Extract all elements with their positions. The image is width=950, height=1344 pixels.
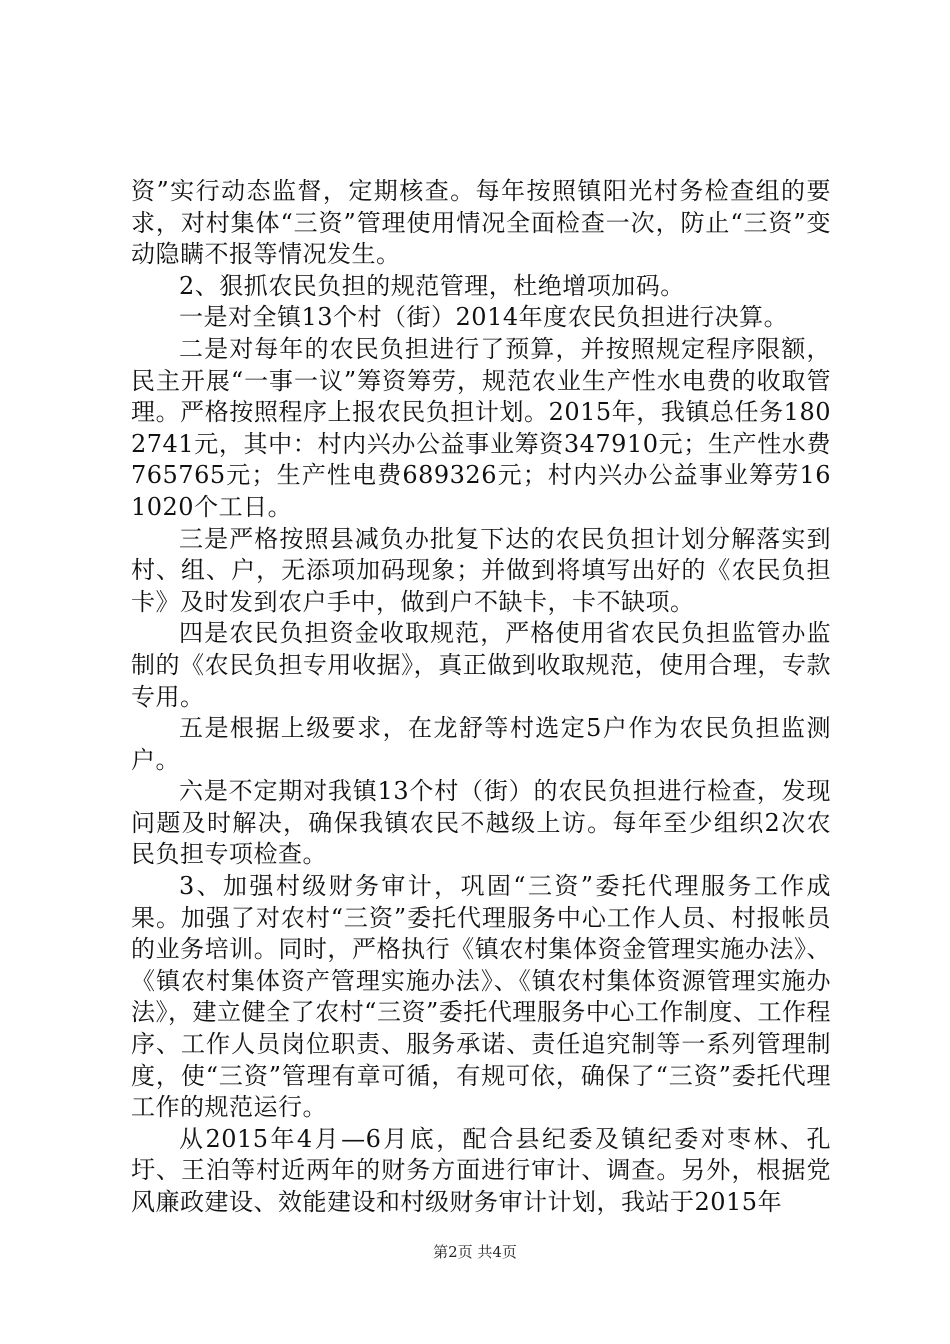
paragraph-audit: 从2015年4月—6月底，配合县纪委及镇纪委对枣林、孔圩、王泊等村近两年的财务方面进行审计、调查。另外，根据党风廉政建设、效能建设和村级财务审计计划，我站于2015年: [131, 1124, 831, 1216]
paragraph-item-4: 四是农民负担资金收取规范，严格使用省农民负担监管办监制的《农民负担专用收据》，真正做到收取规范，使用合理，专款专用。: [131, 619, 831, 711]
paragraph-item-3: 三是严格按照县减负办批复下达的农民负担计划分解落实到村、组、户，无添项加码现象；并做到将填写出好的《农民负担卡》及时发到农户手中，做到户不缺卡，卡不缺项。: [131, 524, 831, 616]
body-text: [131, 176, 831, 1219]
paragraph-item-5: 五是根据上级要求，在龙舒等村选定5户作为农民负担监测户。: [131, 714, 831, 774]
page-number-footer: 第2页 共4页: [433, 1243, 517, 1261]
paragraph-item-6: 六是不定期对我镇13个村（街）的农民负担进行检查，发现问题及时解决，确保我镇农民不越级上访。每年至少组织2次农民负担专项检查。: [131, 777, 831, 869]
paragraph-item-1: 一是对全镇13个村（街）2014年度农民负担进行决算。: [179, 303, 789, 332]
paragraph-continuation: 资”实行动态监督，定期核查。每年按照镇阳光村务检查组的要求，对村集体“三资”管理使用情况全面检查一次，防止“三资”变动隐瞒不报等情况发生。: [131, 177, 831, 269]
paragraph-item-2: 二是对每年的农民负担进行了预算，并按照规定程序限额，民主开展“一事一议”筹资筹劳，规范农业生产性水电费的收取管理。严格按照程序上报农民负担计划。2015年，我镇总任务1802741元，其中：村内兴办公益事业筹资347910元；生产性水费765765元；生产性电费689326元；村内兴办公益事业筹劳161020个工日。: [131, 334, 831, 521]
paragraph-section-2-heading: 2、狠抓农民负担的规范管理，杜绝增项加码。: [179, 271, 685, 300]
paragraph-section-3: 3、加强村级财务审计，巩固“三资”委托代理服务工作成果。加强了对农村“三资”委托代理服务中心工作人员、村报帐员的业务培训。同时，严格执行《镇农村集体资金管理实施办法》、《镇农村集体资产管理实施办法》、《镇农村集体资源管理实施办法》，建立健全了农村“三资”委托代理服务中心工作制度、工作程序、工作人员岗位职责、服务承诺、责任追究制等一系列管理制度，使“三资”管理有章可循，有规可依，确保了“三资”委托代理工作的规范运行。: [131, 872, 831, 1122]
